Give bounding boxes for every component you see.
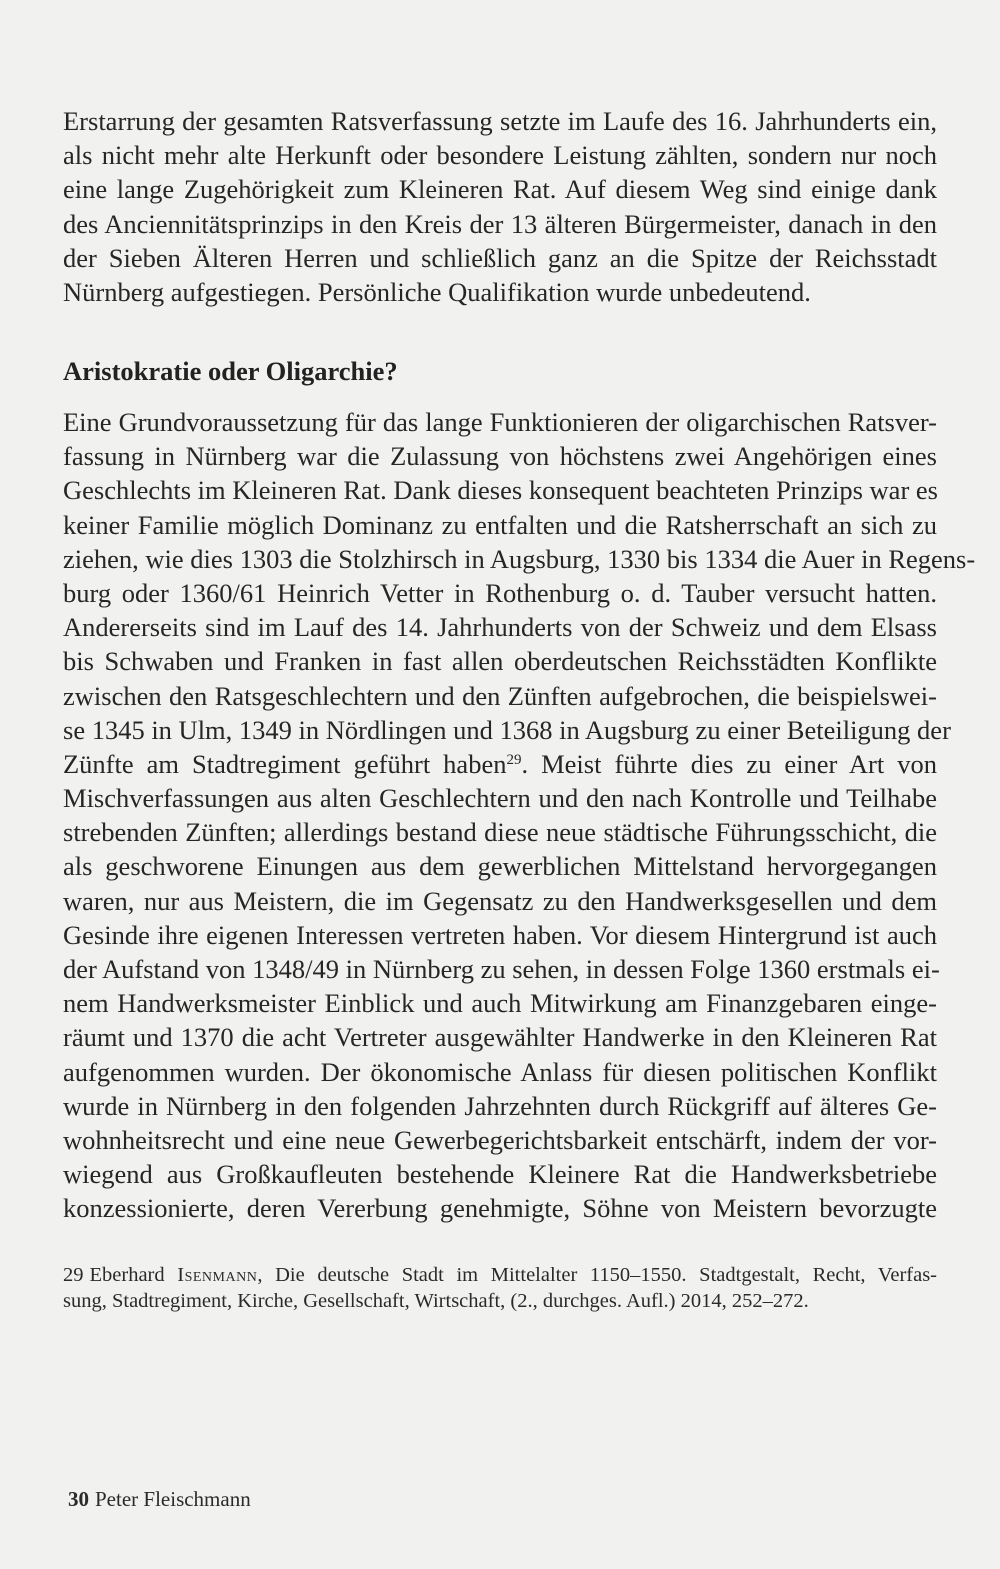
page-number: 30 [68,1487,89,1511]
footnote-author-last: Isenmann [177,1264,258,1286]
text-line: strebenden Zünften; allerdings bestand diese neue städtische Führungsschicht, die [63,817,937,848]
text-line: bis Schwaben und Franken in fast allen oberdeutschen Reichsstädten Konflikte [63,646,937,677]
text-line: waren, nur aus Meistern, die im Gegensatz zu den Handwerksgesellen und dem [63,885,937,916]
text-line: wohnheitsrecht und eine neue Gewerbegerichtsbarkeit entschärft, indem der vor- [63,1124,937,1155]
text-line: zwischen den Ratsgeschlechtern und den Zünften aufgebrochen, die beispielswei- [63,680,937,711]
text-line: Nürnberg aufgestiegen. Persönliche Qualifikation wurde unbedeutend. [63,276,811,307]
section-heading: Aristokratie oder Oligarchie? [63,356,398,386]
text-line: Andererseits sind im Lauf des 14. Jahrhunderts von der Schweiz und dem Elsass [63,612,937,643]
text-line: aufgenommen wurden. Der ökonomische Anlass für diesen politischen Konflikt [63,1056,937,1087]
text-line: als geschworene Einungen aus dem gewerblichen Mittelstand hervorgegangen [63,851,937,882]
footnote-number: 29 [63,1264,84,1286]
text-line: eine lange Zugehörigkeit zum Kleineren Rat. Auf diesem Weg sind einige dank [63,174,937,205]
text-line: des Anciennitätsprinzips in den Kreis der 13 älteren Bürgermeister, danach in den [63,208,937,239]
text-line: Mischverfassungen aus alten Geschlechtern und den nach Kontrolle und Teilhabe [63,783,937,814]
text-line: Erstarrung der gesamten Ratsverfassung setzte im Laufe des 16. Jahrhunderts ein, [63,106,937,136]
paragraph-2 [63,405,976,1226]
text-line: der Sieben Älteren Herren und schließlich ganz an die Spitze der Reichsstadt [63,242,937,273]
page-footer [68,1486,251,1512]
text-segment: Zünfte am Stadtregiment geführt haben [63,748,507,779]
text-line: se 1345 in Ulm, 1349 in Nördlingen und 1368 in Augsburg zu einer Beteiligung der [63,714,951,745]
text-line: Geschlechts im Kleineren Rat. Dank dieses konsequent beachteten Prinzips war es [63,475,938,506]
text-line: räumt und 1370 die acht Vertreter ausgewählter Handwerke in den Kleineren Rat [63,1022,937,1053]
text-line: fassung in Nürnberg war die Zulassung von höchstens zwei Angehörigen eines [63,441,937,472]
footnote [63,1262,937,1314]
text-line: Gesinde ihre eigenen Interessen vertreten haben. Vor diesem Hintergrund ist auch [63,919,937,950]
book-page [63,0,976,1569]
footnote-author-first: Eberhard [89,1264,165,1286]
footnote-line [63,1262,937,1288]
text-line: burg oder 1360/61 Heinrich Vetter in Rothenburg o. d. Tauber versucht hatten. [63,577,937,608]
running-author: Peter Fleischmann [95,1487,251,1511]
text-line: wurde in Nürnberg in den folgenden Jahrzehnten durch Rückgriff auf älteres Ge- [63,1090,937,1121]
footnote-citation: , Die deutsche Stadt im Mittelalter 1150–1550. Stadtgestalt, Recht, Verfas- [257,1264,937,1286]
text-line: konzessionierte, deren Vererbung genehmigte, Söhne von Meistern bevorzugte [63,1193,937,1224]
text-line: wiegend aus Großkaufleuten bestehende Kleinere Rat die Handwerksbetriebe [63,1159,937,1190]
paragraph-1 [63,104,937,309]
text-line: keiner Familie möglich Dominanz zu entfalten und die Ratsherrschaft an sich zu [63,509,937,540]
text-line-with-footnote-ref [63,747,937,781]
text-segment: . Meist führte dies zu einer Art von [521,748,937,779]
text-line: der Aufstand von 1348/49 in Nürnberg zu sehen, in dessen Folge 1360 erstmals ei- [63,954,940,984]
text-line: nem Handwerksmeister Einblick und auch Mitwirkung am Finanzgebaren einge- [63,988,937,1019]
text-line: als nicht mehr alte Herkunft oder besondere Leistung zählten, sondern nur noch [63,140,937,171]
text-line: ziehen, wie dies 1303 die Stolzhirsch in Augsburg, 1330 bis 1334 die Auer in Regens- [63,543,976,574]
footnote-reference[interactable]: 29 [506,751,522,768]
text-line: Eine Grundvoraussetzung für das lange Funktionieren der oligarchischen Ratsver- [63,407,937,437]
footnote-line: sung, Stadtregiment, Kirche, Gesellschaft, Wirtschaft, (2., durchges. Aufl.) 2014, 252–272. [63,1290,809,1312]
